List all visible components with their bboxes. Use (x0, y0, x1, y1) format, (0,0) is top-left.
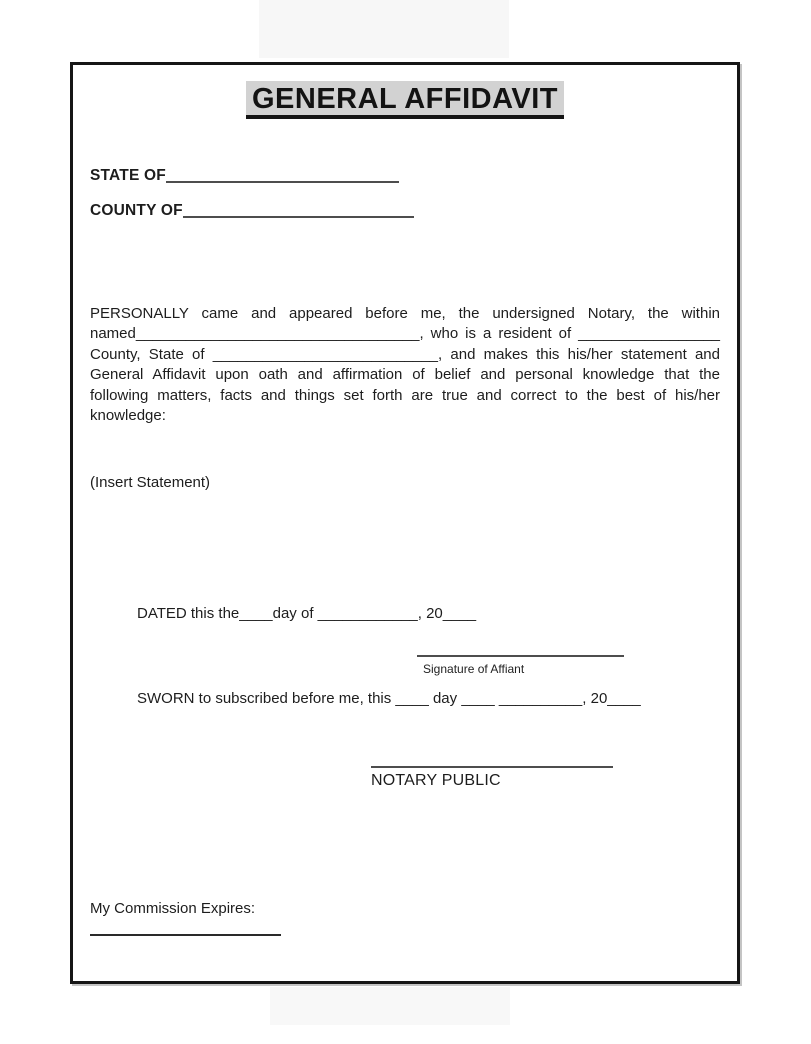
dated-line: DATED this the____day of ____________, 20____ (137, 605, 477, 622)
document-title: GENERAL AFFIDAVIT (246, 81, 564, 119)
sworn-line: SWORN to subscribed before me, this ____ day ____ __________, 20____ (137, 690, 641, 707)
county-of-row (90, 201, 414, 220)
county-blank-line (183, 201, 414, 218)
affiant-signature-caption: Signature of Affiant (423, 662, 525, 676)
body-line: following matters, facts and things set forth are true and correct to the best of his/her (90, 386, 720, 404)
affiant-signature-line (417, 655, 624, 657)
body-line: PERSONALLY came and appeared before me, the undersigned Notary, the within (90, 305, 720, 322)
body-line: named__________________________________, who is a resident of _________________ (90, 325, 720, 343)
affidavit-page (70, 62, 740, 984)
notary-public-caption: NOTARY PUBLIC (371, 772, 501, 789)
document-title-row (73, 81, 737, 119)
state-blank-line (166, 166, 399, 183)
notary-signature-line (371, 766, 613, 768)
body-line: General Affidavit upon oath and affirmation of belief and personal knowledge that the (90, 366, 720, 384)
state-of-row (90, 166, 399, 185)
county-of-label: COUNTY OF (90, 202, 183, 219)
scan-artifact-top (259, 0, 509, 58)
body-line: County, State of ___________________________, and makes this his/her statement and (90, 345, 720, 363)
body-line: knowledge: (90, 407, 166, 425)
scan-artifact-bottom (270, 987, 510, 1025)
affidavit-body-paragraph (90, 304, 720, 426)
commission-expires-label: My Commission Expires: (90, 900, 256, 917)
state-of-label: STATE OF (90, 167, 166, 184)
insert-statement-placeholder: (Insert Statement) (90, 474, 211, 491)
commission-blank-line (90, 934, 281, 936)
